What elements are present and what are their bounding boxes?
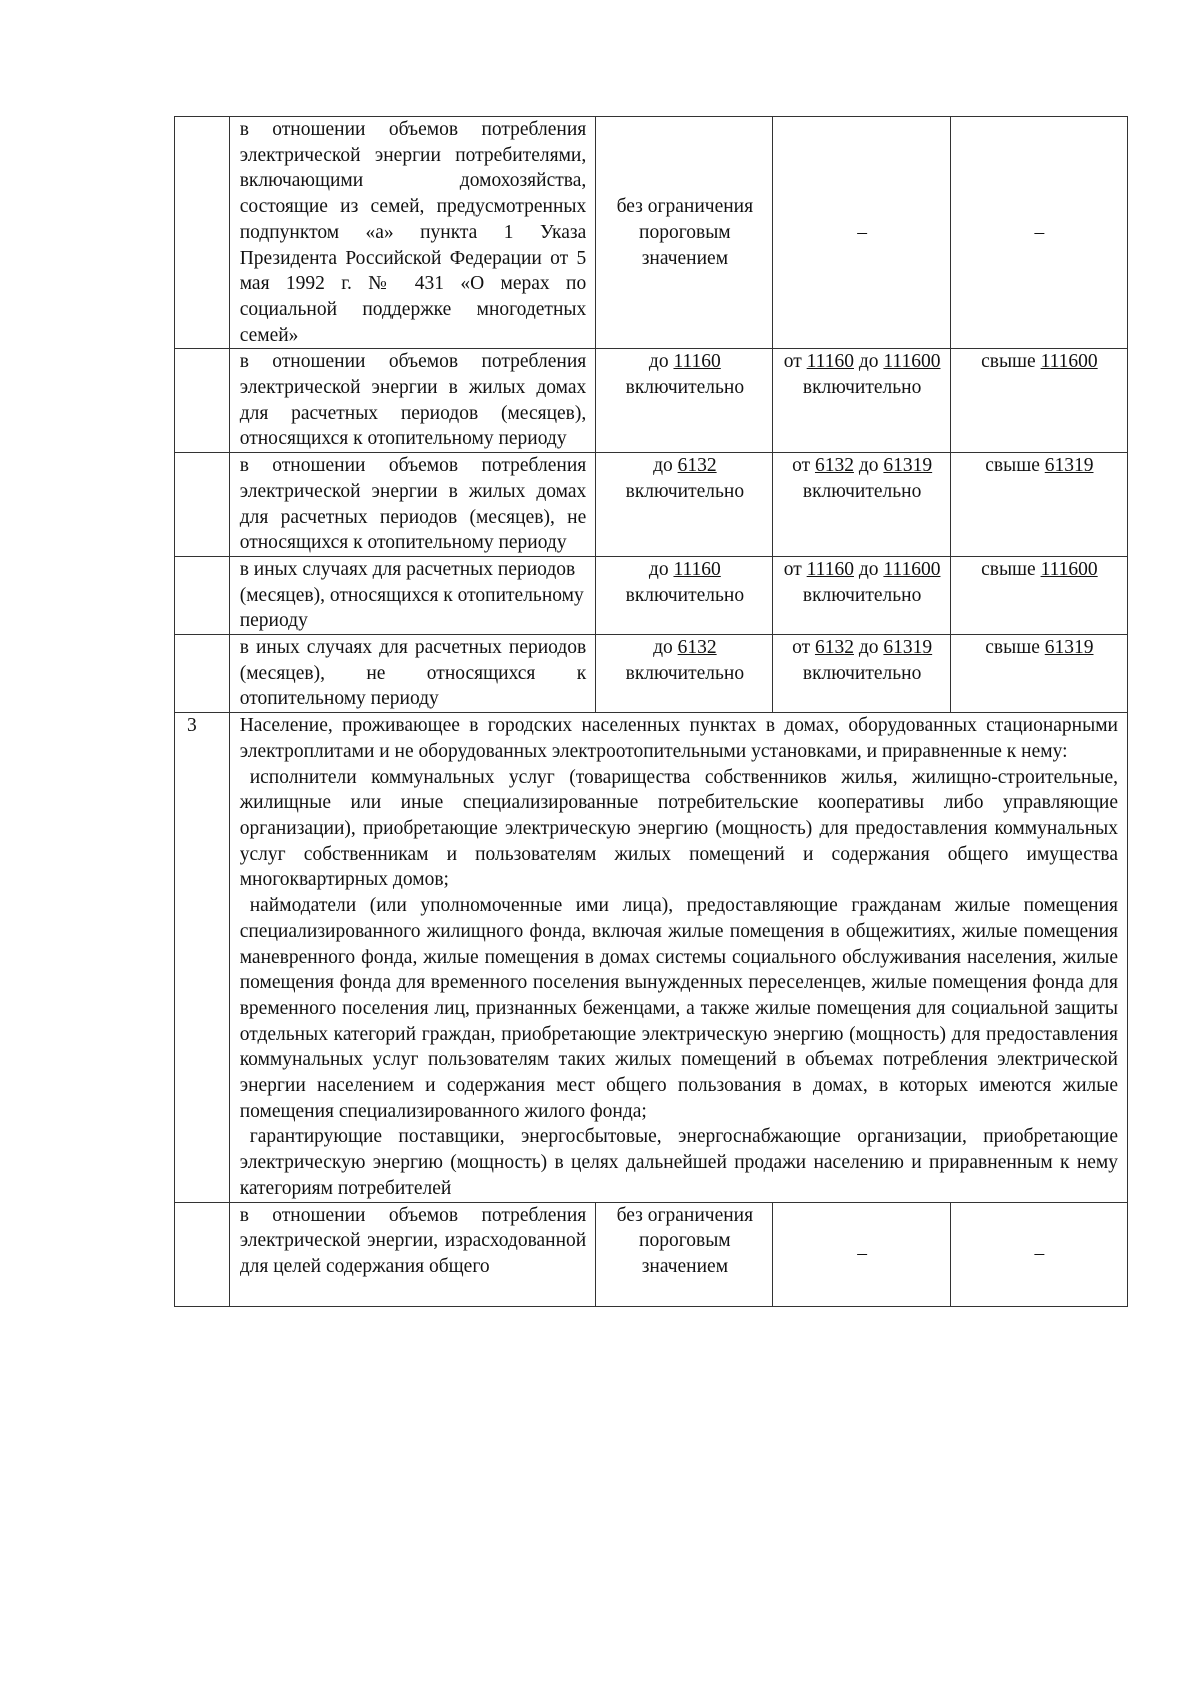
- threshold-range-2: [773, 635, 950, 713]
- threshold-range-3: –: [950, 117, 1127, 349]
- threshold-range-2: [773, 453, 950, 557]
- table-row: [175, 1202, 1128, 1306]
- range-prefix: от: [792, 637, 815, 659]
- value-link[interactable]: 11160: [673, 558, 721, 580]
- section-item: исполнители коммунальных услуг (товарищества собственников жилья, жилищно-строительные, жилищные или иные специализированные потребительские кооперативы либо управляющие организации), приобретающие электрическую энергию (мощность) для предоставления коммунальных услуг собственникам и пользователям жилых помещений и содержания общего имущества многоквартирных домов;: [239, 766, 1118, 891]
- value-link[interactable]: 11160: [673, 351, 721, 373]
- row-number-cell: [175, 1202, 230, 1306]
- threshold-range-1: [596, 556, 773, 634]
- range-suffix: включительно: [625, 584, 745, 606]
- tariff-table: [174, 116, 1128, 1307]
- range-prefix: до: [648, 351, 674, 373]
- range-middle: до: [853, 351, 884, 373]
- value-link[interactable]: 6132: [677, 637, 717, 659]
- threshold-range-1: [596, 635, 773, 713]
- row-number-cell: [175, 453, 230, 557]
- range-prefix: от: [783, 351, 807, 373]
- consumption-description: в отношении объемов потребления электрической энергии в жилых домах для расчетных периодов (месяцев), не относящихся к отопительному периоду: [229, 453, 596, 557]
- consumption-description: в отношении объемов потребления электрической энергии в жилых домах для расчетных периодов (месяцев), относящихся к отопительному периоду: [229, 349, 596, 453]
- section-lead: Население, проживающее в городских населенных пунктах в домах, оборудованных стационарными электроплитами и не оборудованных электроотопительными установками, и приравненные к нему:: [239, 715, 1118, 762]
- value-link[interactable]: 6132: [814, 455, 854, 477]
- value-link[interactable]: 61319: [883, 637, 933, 659]
- consumption-description: [229, 1202, 596, 1306]
- range-prefix: свыше: [981, 351, 1041, 373]
- value-link[interactable]: 11160: [806, 558, 854, 580]
- range-middle: до: [853, 455, 884, 477]
- table-row: [175, 453, 1128, 557]
- truncated-text: в отношении объемов потребления электрической энергии, израсходованной для целей содержания общего: [239, 1204, 587, 1277]
- range-prefix: до: [653, 637, 678, 659]
- value-link[interactable]: 111600: [883, 351, 941, 373]
- consumption-description: в отношении объемов потребления электрической энергии потребителями, включающими домохозяйства, состоящие из семей, предусмотренных подпунктом «а» пункта 1 Указа Президента Российской Федерации от 5 мая 1992 г. № 431 «О мерах по социальной поддержке многодетных семей»: [229, 117, 596, 349]
- threshold-range-1: [596, 1202, 773, 1306]
- range-prefix: от: [792, 455, 815, 477]
- table-row: [175, 556, 1128, 634]
- range-suffix: включительно: [802, 584, 922, 606]
- threshold-range-3: [950, 453, 1127, 557]
- row-number-cell: [175, 635, 230, 713]
- table-row: [175, 635, 1128, 713]
- threshold-range-2: [773, 349, 950, 453]
- value-link[interactable]: 61319: [883, 455, 933, 477]
- threshold-range-3: [950, 349, 1127, 453]
- range-suffix: включительно: [802, 377, 922, 399]
- range-suffix: включительно: [625, 480, 745, 502]
- value-link[interactable]: 111600: [1040, 558, 1098, 580]
- value-link[interactable]: 6132: [814, 637, 854, 659]
- row-number-cell: [175, 556, 230, 634]
- value-link[interactable]: 111600: [1040, 351, 1098, 373]
- range-suffix: включительно: [802, 480, 922, 502]
- section-description: [229, 713, 1127, 1202]
- section-number: 3: [175, 713, 230, 1202]
- range-prefix: от: [783, 558, 807, 580]
- range-middle: до: [853, 558, 884, 580]
- threshold-range-3: [950, 635, 1127, 713]
- range-prefix: до: [648, 558, 674, 580]
- range-prefix: свыше: [985, 637, 1045, 659]
- value-link[interactable]: 111600: [883, 558, 941, 580]
- table-row: [175, 117, 1128, 349]
- range-prefix: до: [653, 455, 678, 477]
- threshold-range-1: [596, 349, 773, 453]
- value-link[interactable]: 6132: [677, 455, 717, 477]
- consumption-description: в иных случаях для расчетных периодов (месяцев), не относящихся к отопительному периоду: [229, 635, 596, 713]
- value-link[interactable]: 61319: [1044, 455, 1094, 477]
- range-prefix: свыше: [981, 558, 1041, 580]
- range-prefix: свыше: [985, 455, 1045, 477]
- section-item: наймодатели (или уполномоченные ими лица), предоставляющие гражданам жилые помещения специализированного жилищного фонда, включая жилые помещения в общежитиях, жилые помещения маневренного фонда, жилые помещения в домах системы социального обслуживания населения, жилые помещения фонда для временного поселения вынужденных переселенцев, жилые помещения фонда для временного поселения лиц, признанных беженцами, а также жилые помещения для социальной защиты отдельных категорий граждан, приобретающие электрическую энергию (мощность) для предоставления коммунальных услуг пользователям таких жилых помещений в объемах потребления электрической энергии населением и содержания мест общего пользования в домах, в которых имеются жилые помещения специализированного жилого фонда;: [239, 895, 1118, 1122]
- range-middle: до: [853, 637, 884, 659]
- value-link[interactable]: 61319: [1044, 637, 1094, 659]
- threshold-range-3: –: [950, 1202, 1127, 1306]
- row-number-cell: [175, 349, 230, 453]
- range-suffix: включительно: [625, 377, 745, 399]
- threshold-range-1: [596, 453, 773, 557]
- row-number-cell: [175, 117, 230, 349]
- threshold-range-3: [950, 556, 1127, 634]
- threshold-range-2: [773, 556, 950, 634]
- range-suffix: включительно: [625, 662, 745, 684]
- section-row: [175, 713, 1128, 1202]
- threshold-range-2: –: [773, 1202, 950, 1306]
- table-row: [175, 349, 1128, 453]
- section-item: гарантирующие поставщики, энергосбытовые, энергоснабжающие организации, приобретающие электрическую энергию (мощность) в целях дальнейшей продажи населению и приравненным к нему категориям потребителей: [239, 1126, 1118, 1199]
- consumption-description: в иных случаях для расчетных периодов (месяцев), относящихся к отопительному периоду: [229, 556, 596, 634]
- threshold-range-2: –: [773, 117, 950, 349]
- threshold-range-1: без ограничения пороговым значением: [596, 117, 773, 349]
- range-suffix: включительно: [802, 662, 922, 684]
- value-link[interactable]: 11160: [806, 351, 854, 373]
- truncated-text: без ограничения пороговым значением: [616, 1204, 754, 1277]
